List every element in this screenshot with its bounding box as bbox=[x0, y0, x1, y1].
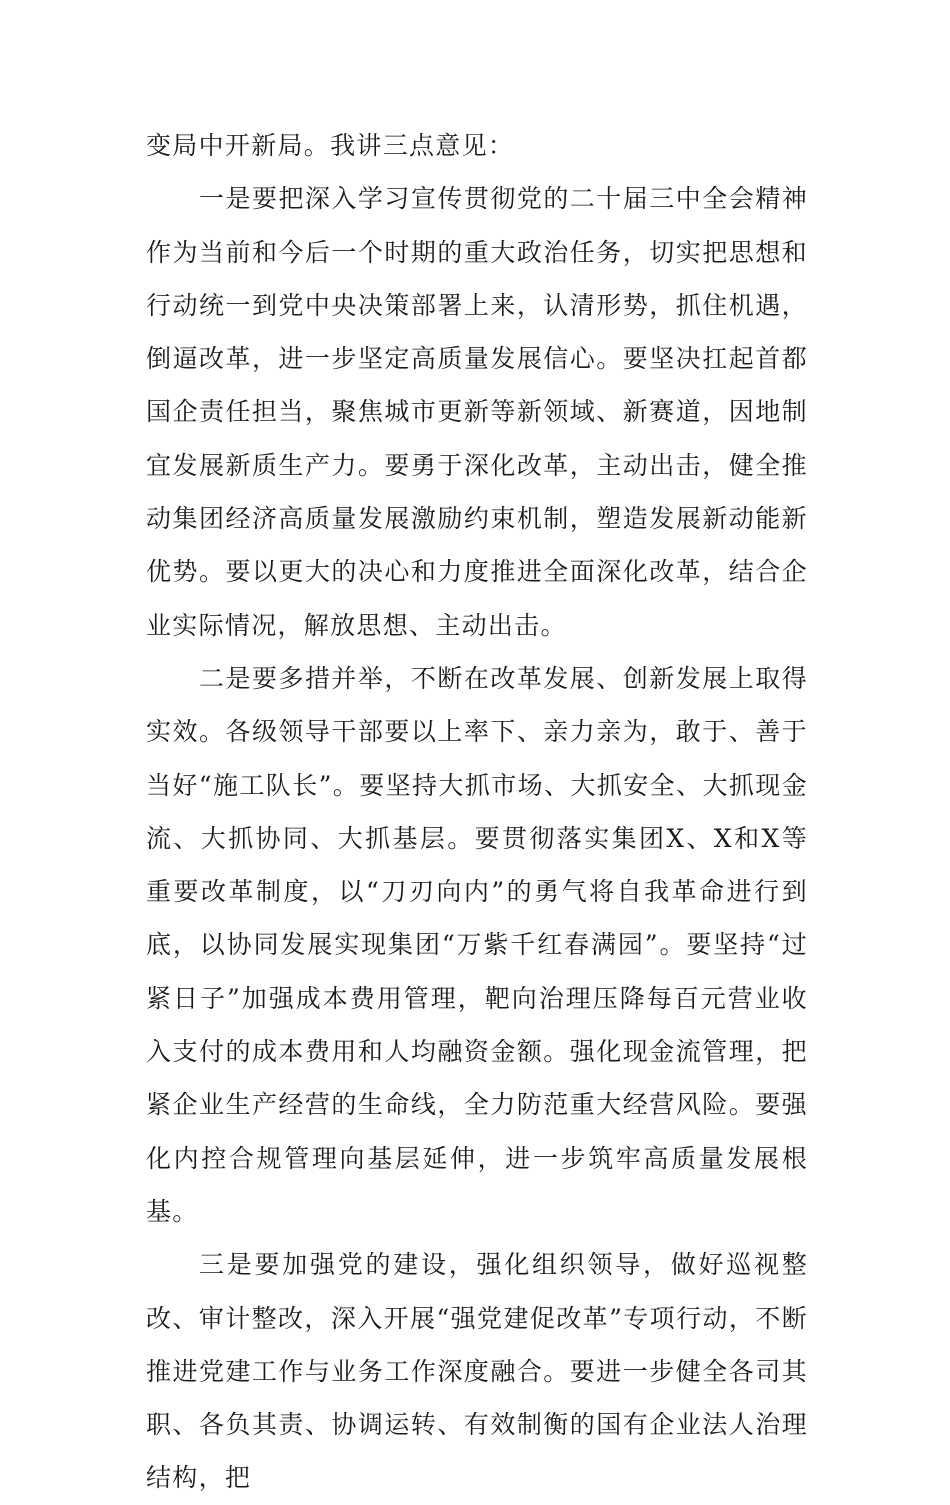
document-body bbox=[146, 119, 808, 1505]
paragraph-point-one: 一是要把深入学习宣传贯彻党的二十届三中全会精神作为当前和今后一个时期的重大政治任务，切实把思想和行动统一到党中央决策部署上来，认清形势，抓住机遇，倒逼改革，进一步坚定高质量发展信心。要坚决扛起首都国企责任担当，聚焦城市更新等新领域、新赛道，因地制宜发展新质生产力。要勇于深化改革，主动出击，健全推动集团经济高质量发展激励约束机制，塑造发展新动能新优势。要以更大的决心和力度推进全面深化改革，结合企业实际情况，解放思想、主动出击。 bbox=[146, 184, 808, 640]
paragraph-opening: 变局中开新局。我讲三点意见： bbox=[146, 131, 515, 160]
paragraph-point-three: 三是要加强党的建设，强化组织领导，做好巡视整改、审计整改，深入开展“强党建促改革”专项行动，不断推进党建工作与业务工作深度融合。要进一步健全各司其职、各负其责、协调运转、有效制衡的国有企业法人治理结构，把 bbox=[146, 1250, 808, 1493]
paragraph-point-two: 二是要多措并举，不断在改革发展、创新发展上取得实效。各级领导干部要以上率下、亲力亲为，敢于、善于当好“施工队长”。要坚持大抓市场、大抓安全、大抓现金流、大抓协同、大抓基层。要贯彻落实集团X、X和X等重要改革制度，以“刀刃向内”的勇气将自我革命进行到底，以协同发展实现集团“万紫千红春满园”。要坚持“过紧日子”加强成本费用管理，靶向治理压降每百元营业收入支付的成本费用和人均融资金额。强化现金流管理，把紧企业生产经营的生命线，全力防范重大经营风险。要强化内控合规管理向基层延伸，进一步筑牢高质量发展根基。 bbox=[146, 663, 808, 1226]
